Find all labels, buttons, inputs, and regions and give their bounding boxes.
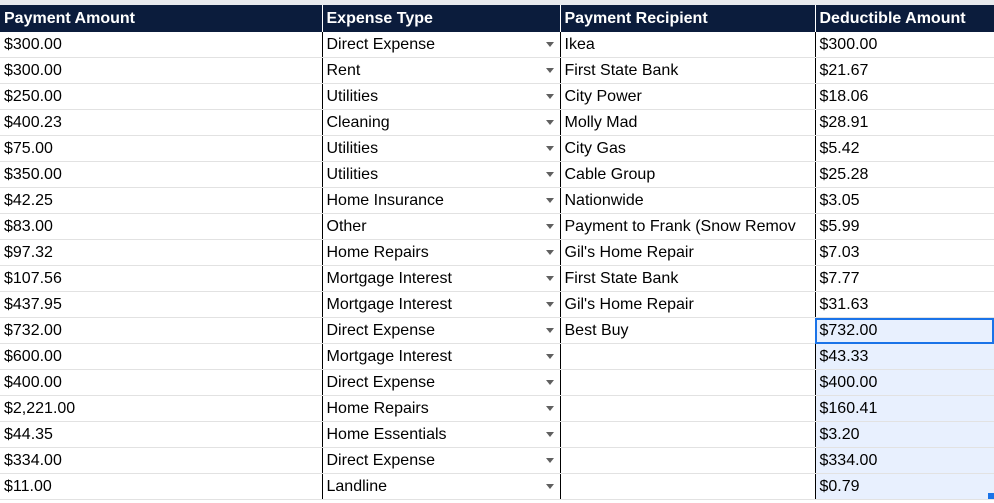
header-expense-type[interactable]: Expense Type	[322, 5, 560, 32]
payment-recipient-cell[interactable]: Gil's Home Repair	[560, 240, 815, 266]
expense-type-value: Utilities	[326, 87, 379, 105]
chevron-down-icon[interactable]	[546, 172, 554, 177]
table-row	[0, 110, 994, 136]
payment-recipient-cell[interactable]	[560, 396, 815, 422]
payment-amount-cell[interactable]: $400.00	[0, 370, 322, 396]
deductible-amount-cell[interactable]: $5.42	[815, 136, 994, 162]
expense-type-dropdown[interactable]	[322, 292, 560, 318]
expense-type-dropdown[interactable]	[322, 110, 560, 136]
expense-type-value: Home Repairs	[326, 399, 429, 417]
expense-type-dropdown[interactable]	[322, 188, 560, 214]
deductible-amount-cell[interactable]: $160.41	[815, 396, 994, 422]
payment-amount-cell[interactable]: $2,221.00	[0, 396, 322, 422]
table-row	[0, 292, 994, 318]
expense-type-value: Other	[326, 217, 367, 235]
expense-type-dropdown[interactable]	[322, 240, 560, 266]
chevron-down-icon[interactable]	[546, 276, 554, 281]
deductible-amount-cell[interactable]: $21.67	[815, 58, 994, 84]
expense-type-dropdown[interactable]	[322, 370, 560, 396]
header-payment-recipient[interactable]: Payment Recipient	[560, 5, 815, 32]
expense-type-value: Home Repairs	[326, 243, 429, 261]
expense-type-dropdown[interactable]	[322, 396, 560, 422]
expense-type-value: Utilities	[326, 139, 379, 157]
deductible-amount-cell[interactable]: $300.00	[815, 32, 994, 58]
payment-recipient-cell[interactable]	[560, 344, 815, 370]
payment-recipient-cell[interactable]: First State Bank	[560, 266, 815, 292]
table-row	[0, 240, 994, 266]
payment-amount-cell[interactable]: $42.25	[0, 188, 322, 214]
payment-amount-cell[interactable]: $400.23	[0, 110, 322, 136]
table-row	[0, 396, 994, 422]
table-row	[0, 188, 994, 214]
payment-amount-cell[interactable]: $75.00	[0, 136, 322, 162]
expense-type-value: Rent	[326, 61, 361, 79]
payment-amount-cell[interactable]: $300.00	[0, 58, 322, 84]
payment-amount-cell[interactable]: $600.00	[0, 344, 322, 370]
expense-type-value: Utilities	[326, 165, 379, 183]
deductible-amount-cell[interactable]: $7.77	[815, 266, 994, 292]
payment-recipient-cell[interactable]	[560, 370, 815, 396]
expense-type-value: Mortgage Interest	[326, 347, 452, 365]
table-row	[0, 84, 994, 110]
table-row	[0, 32, 994, 58]
selection-fill-handle[interactable]	[988, 493, 994, 499]
chevron-down-icon[interactable]	[546, 484, 554, 489]
payment-amount-cell[interactable]: $97.32	[0, 240, 322, 266]
expense-type-dropdown[interactable]	[322, 162, 560, 188]
payment-amount-cell[interactable]: $334.00	[0, 448, 322, 474]
expense-type-dropdown[interactable]	[322, 58, 560, 84]
deductible-amount-cell[interactable]: $7.03	[815, 240, 994, 266]
table-row	[0, 214, 994, 240]
payment-recipient-cell[interactable]: Molly Mad	[560, 110, 815, 136]
payment-recipient-cell[interactable]: Gil's Home Repair	[560, 292, 815, 318]
expense-type-dropdown[interactable]	[322, 32, 560, 58]
expense-type-value: Direct Expense	[326, 451, 435, 469]
expense-type-value: Mortgage Interest	[326, 295, 452, 313]
payment-recipient-cell[interactable]: Payment to Frank (Snow Remov	[560, 214, 815, 240]
table-row	[0, 266, 994, 292]
table-row	[0, 422, 994, 448]
table-row	[0, 162, 994, 188]
chevron-down-icon[interactable]	[546, 120, 554, 125]
deductible-amount-cell[interactable]: $3.05	[815, 188, 994, 214]
deductible-amount-cell[interactable]: $334.00	[815, 448, 994, 474]
payment-recipient-cell[interactable]: Best Buy	[560, 318, 815, 344]
chevron-down-icon[interactable]	[546, 458, 554, 463]
chevron-down-icon[interactable]	[546, 198, 554, 203]
payment-recipient-cell[interactable]: Cable Group	[560, 162, 815, 188]
payment-amount-cell[interactable]: $437.95	[0, 292, 322, 318]
expense-type-dropdown[interactable]	[322, 266, 560, 292]
expense-table	[0, 5, 994, 500]
header-payment-amount[interactable]: Payment Amount	[0, 5, 322, 32]
deductible-amount-cell[interactable]: $43.33	[815, 344, 994, 370]
deductible-amount-cell[interactable]: $732.00	[815, 318, 994, 344]
payment-amount-cell[interactable]: $44.35	[0, 422, 322, 448]
chevron-down-icon[interactable]	[546, 302, 554, 307]
chevron-down-icon[interactable]	[546, 432, 554, 437]
payment-recipient-cell[interactable]	[560, 474, 815, 500]
payment-amount-cell[interactable]: $300.00	[0, 32, 322, 58]
payment-recipient-cell[interactable]	[560, 448, 815, 474]
table-row	[0, 370, 994, 396]
chevron-down-icon[interactable]	[546, 146, 554, 151]
deductible-amount-cell[interactable]: $25.28	[815, 162, 994, 188]
table-row	[0, 474, 994, 500]
expense-type-value: Landline	[326, 477, 387, 495]
expense-type-value: Mortgage Interest	[326, 269, 452, 287]
expense-type-dropdown[interactable]	[322, 344, 560, 370]
payment-amount-cell[interactable]: $250.00	[0, 84, 322, 110]
table-row	[0, 448, 994, 474]
payment-amount-cell[interactable]: $732.00	[0, 318, 322, 344]
chevron-down-icon[interactable]	[546, 328, 554, 333]
payment-recipient-cell[interactable]: Nationwide	[560, 188, 815, 214]
chevron-down-icon[interactable]	[546, 224, 554, 229]
expense-type-value: Direct Expense	[326, 321, 435, 339]
expense-type-dropdown[interactable]	[322, 136, 560, 162]
payment-recipient-cell[interactable]: City Power	[560, 84, 815, 110]
expense-type-dropdown[interactable]	[322, 84, 560, 110]
payment-amount-cell[interactable]: $11.00	[0, 474, 322, 500]
header-row	[0, 5, 994, 32]
chevron-down-icon[interactable]	[546, 406, 554, 411]
payment-recipient-cell[interactable]: Ikea	[560, 32, 815, 58]
chevron-down-icon[interactable]	[546, 68, 554, 73]
payment-amount-cell[interactable]: $83.00	[0, 214, 322, 240]
expense-type-dropdown[interactable]	[322, 214, 560, 240]
deductible-amount-cell[interactable]: $28.91	[815, 110, 994, 136]
deductible-amount-cell[interactable]: $400.00	[815, 370, 994, 396]
chevron-down-icon[interactable]	[546, 42, 554, 47]
payment-recipient-cell[interactable]	[560, 422, 815, 448]
expense-type-dropdown[interactable]	[322, 474, 560, 500]
table-row	[0, 58, 994, 84]
payment-amount-cell[interactable]: $350.00	[0, 162, 322, 188]
expense-type-value: Home Essentials	[326, 425, 447, 443]
expense-type-dropdown[interactable]	[322, 422, 560, 448]
deductible-amount-cell[interactable]: $5.99	[815, 214, 994, 240]
expense-type-value: Direct Expense	[326, 373, 435, 391]
chevron-down-icon[interactable]	[546, 354, 554, 359]
deductible-amount-cell[interactable]: $18.06	[815, 84, 994, 110]
table-row	[0, 136, 994, 162]
expense-type-dropdown[interactable]	[322, 318, 560, 344]
chevron-down-icon[interactable]	[546, 94, 554, 99]
deductible-amount-cell[interactable]: $31.63	[815, 292, 994, 318]
table-row	[0, 344, 994, 370]
payment-recipient-cell[interactable]: City Gas	[560, 136, 815, 162]
payment-amount-cell[interactable]: $107.56	[0, 266, 322, 292]
table-row	[0, 318, 994, 344]
table-body	[0, 32, 994, 500]
chevron-down-icon[interactable]	[546, 250, 554, 255]
header-deductible-amount[interactable]: Deductible Amount	[815, 5, 994, 32]
expense-type-value: Direct Expense	[326, 35, 435, 53]
chevron-down-icon[interactable]	[546, 380, 554, 385]
deductible-amount-cell[interactable]: $0.79	[815, 474, 994, 500]
expense-type-value: Home Insurance	[326, 191, 444, 209]
expense-type-value: Cleaning	[326, 113, 390, 131]
deductible-amount-cell[interactable]: $3.20	[815, 422, 994, 448]
expense-type-dropdown[interactable]	[322, 448, 560, 474]
payment-recipient-cell[interactable]: First State Bank	[560, 58, 815, 84]
